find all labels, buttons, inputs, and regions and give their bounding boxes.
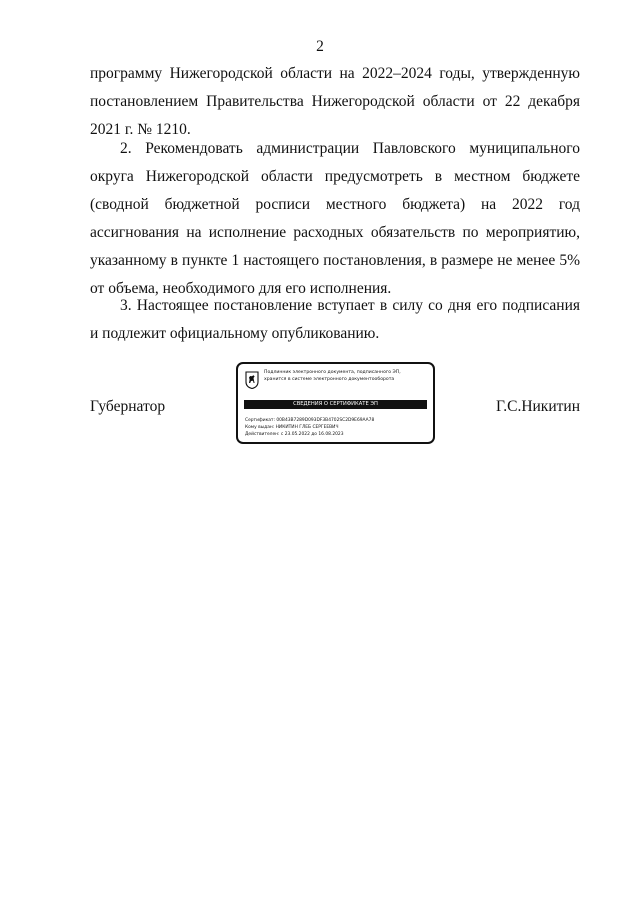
text-line: ассигнования на исполнение расходных обязательств по мероприятию, (90, 224, 580, 241)
paragraph-continuation (90, 60, 580, 144)
text-line: округа Нижегородской области предусмотреть в местном бюджете (90, 168, 580, 185)
text-line: и подлежит официальному опубликованию. (90, 325, 380, 342)
text-line: 3. Настоящее постановление вступает в силу со дня его подписания (120, 297, 580, 314)
text-line: указанному в пункте 1 настоящего постановления, в размере не менее 5% (90, 252, 580, 269)
text-line: от объема, необходимого для его исполнения. (90, 280, 392, 297)
text-line: постановлением Правительства Нижегородской области от 22 декабря (90, 93, 580, 110)
signer-position: Губернатор (90, 398, 166, 415)
text-line: 2021 г. № 1210. (90, 121, 191, 138)
certificate-owner: Кому выдан: НИКИТИН ГЛЕБ СЕРГЕЕВИЧ (245, 425, 339, 430)
paragraph-item-2 (90, 135, 580, 303)
text-line: 2. Рекомендовать администрации Павловского муниципального (120, 140, 580, 157)
text-line: (сводной бюджетной росписи местного бюджета) на 2022 год (90, 196, 580, 213)
certificate-validity: Действителен: с 23.05.2022 до 16.08.2023 (245, 432, 344, 437)
stamp-note-line: Подлинник электронного документа, подписанного ЭП, (264, 370, 401, 375)
text-line: программу Нижегородской области на 2022–2024 годы, утвержденную (90, 65, 580, 82)
stamp-header: СВЕДЕНИЯ О СЕРТИФИКАТЕ ЭП (244, 400, 427, 409)
signer-name: Г.С.Никитин (496, 398, 580, 415)
stamp-note-line: хранится в системе электронного документооборота (264, 377, 395, 382)
electronic-signature-stamp (236, 362, 435, 444)
paragraph-item-3 (90, 292, 580, 348)
stamp-note (264, 369, 434, 383)
certificate-number: Сертификат: 00B43B7289D093DF3B4702SC2D9E69AA78 (245, 418, 375, 423)
coat-of-arms-icon (245, 371, 259, 389)
page-number: 2 (316, 38, 324, 55)
certificate-details (245, 417, 374, 438)
